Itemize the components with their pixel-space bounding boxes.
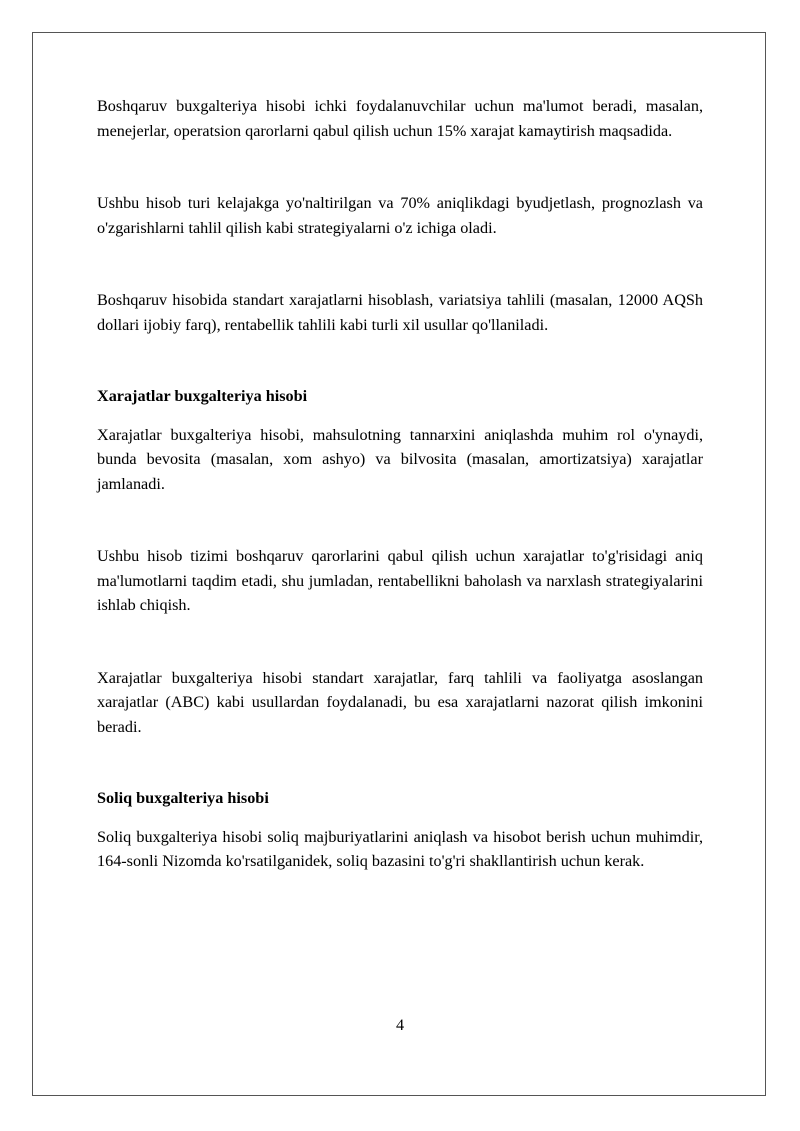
- paragraph-cost-accounting-2: Ushbu hisob tizimi boshqaruv qarorlarini qabul qilish uchun xarajatlar to'g'risidagi aniq ma'lumotlarni taqdim etadi, shu jumladan, rentabellikni baholash va narxlash strategiyalarini ishlab chiqish.: [97, 547, 703, 614]
- paragraph-cost-accounting-1: Xarajatlar buxgalteriya hisobi, mahsulotning tannarxini aniqlashda muhim rol o'ynaydi, bunda bevosita (masalan, xom ashyo) va bilvosita (masalan, amortizatsiya) xarajatlar jamlanadi.: [97, 425, 703, 493]
- page-number: 4: [395, 1016, 405, 1034]
- document-body: [97, 94, 703, 874]
- paragraph-management-accounting-2: Ushbu hisob turi kelajakga yo'naltirilgan va 70% aniqlikdagi byudjetlash, prognozlash va o'zgarishlarni tahlil qilish kabi strategiyalarni o'z ichiga oladi.: [97, 194, 703, 237]
- paragraph-management-accounting-1: Boshqaruv buxgalteriya hisobi ichki foydalanuvchilar uchun ma'lumot beradi, masalan, menejerlar, operatsion qarorlarni qabul qilish uchun 15% xarajat kamaytirish maqsadida.: [97, 97, 703, 140]
- section-heading-cost-accounting: Xarajatlar buxgalteriya hisobi: [97, 387, 308, 405]
- paragraph-cost-accounting-3: Xarajatlar buxgalteriya hisobi standart xarajatlar, farq tahlili va faoliyatga asoslangan xarajatlar (ABC) kabi usullardan foydalanadi, bu esa xarajatlarni nazorat qilish imkonini beradi.: [97, 668, 703, 736]
- section-heading-tax-accounting: Soliq buxgalteriya hisobi: [97, 789, 269, 807]
- paragraph-management-accounting-3: Boshqaruv hisobida standart xarajatlarni hisoblash, variatsiya tahlili (masalan, 12000 AQSh dollari ijobiy farq), rentabellik tahlili kabi turli xil usullar qo'llaniladi.: [97, 291, 703, 334]
- paragraph-tax-accounting-1: Soliq buxgalteriya hisobi soliq majburiyatlarini aniqlash va hisobot berish uchun muhimdir, 164-sonli Nizomda ko'rsatilganidek, soliq bazasini to'g'ri shakllantirish uchun kerak.: [97, 827, 703, 870]
